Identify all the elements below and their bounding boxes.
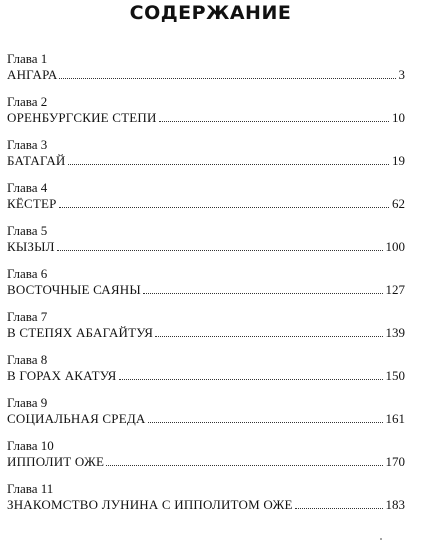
chapter-title: КЫЗЫЛ bbox=[7, 239, 55, 254]
dot-leader bbox=[159, 120, 389, 122]
toc-entry bbox=[7, 482, 405, 525]
chapter-label: Глава 1 bbox=[7, 51, 48, 66]
chapter-label: Глава 3 bbox=[7, 137, 48, 152]
toc-line bbox=[7, 497, 405, 512]
page-number: 100 bbox=[385, 239, 405, 254]
page-number: 10 bbox=[392, 110, 405, 125]
toc-line bbox=[7, 196, 405, 211]
toc-entry bbox=[7, 396, 405, 439]
toc-line bbox=[7, 411, 405, 426]
chapter-label: Глава 8 bbox=[7, 352, 48, 367]
toc-list bbox=[7, 52, 405, 525]
dot-leader bbox=[155, 335, 382, 337]
chapter-label: Глава 6 bbox=[7, 266, 48, 281]
dot-leader bbox=[143, 292, 383, 294]
toc-line bbox=[7, 67, 405, 82]
toc-entry bbox=[7, 181, 405, 224]
page-number: 62 bbox=[392, 196, 405, 211]
chapter-title: ИППОЛИТ ОЖЕ bbox=[7, 454, 105, 469]
toc-entry bbox=[7, 138, 405, 181]
dot-leader bbox=[57, 249, 383, 251]
toc-entry bbox=[7, 353, 405, 396]
chapter-title: ОРЕНБУРГСКИЕ СТЕПИ bbox=[7, 110, 157, 125]
toc-line bbox=[7, 368, 405, 383]
toc-line bbox=[7, 110, 405, 125]
toc-line bbox=[7, 282, 405, 297]
toc-entry bbox=[7, 310, 405, 353]
chapter-label: Глава 11 bbox=[7, 481, 54, 496]
chapter-title: В СТЕПЯХ АБАГАЙТУЯ bbox=[7, 325, 154, 340]
chapter-label: Глава 9 bbox=[7, 395, 48, 410]
chapter-title: ЗНАКОМСТВО ЛУНИНА С ИППОЛИТОМ ОЖЕ bbox=[7, 497, 293, 512]
chapter-label: Глава 7 bbox=[7, 309, 48, 324]
dot-leader bbox=[106, 464, 382, 466]
page-number: 19 bbox=[392, 153, 405, 168]
toc-line bbox=[7, 153, 405, 168]
page-title: СОДЕРЖАНИЕ bbox=[129, 2, 292, 24]
dot-leader bbox=[59, 77, 395, 79]
toc-entry bbox=[7, 95, 405, 138]
page-number: 127 bbox=[385, 282, 405, 297]
page-number: 150 bbox=[385, 368, 405, 383]
dot-leader bbox=[295, 507, 383, 509]
chapter-label: Глава 10 bbox=[7, 438, 54, 453]
page-number: 161 bbox=[385, 411, 405, 426]
chapter-title: АНГАРА bbox=[7, 67, 58, 82]
dot-leader bbox=[119, 378, 383, 380]
dot-leader bbox=[59, 206, 389, 208]
page-number: 3 bbox=[398, 67, 405, 82]
toc-entry bbox=[7, 224, 405, 267]
chapter-title: СОЦИАЛЬНАЯ СРЕДА bbox=[7, 411, 146, 426]
page-number: 183 bbox=[385, 497, 405, 512]
chapter-title: БАТАГАЙ bbox=[7, 153, 66, 168]
chapter-title: КЁСТЕР bbox=[7, 196, 57, 211]
scan-speck bbox=[380, 538, 382, 540]
toc-entry bbox=[7, 52, 405, 95]
chapter-label: Глава 4 bbox=[7, 180, 48, 195]
chapter-title: В ГОРАХ АКАТУЯ bbox=[7, 368, 117, 383]
toc-line bbox=[7, 454, 405, 469]
page-number: 170 bbox=[385, 454, 405, 469]
toc-entry bbox=[7, 439, 405, 482]
chapter-title: ВОСТОЧНЫЕ САЯНЫ bbox=[7, 282, 141, 297]
toc-entry bbox=[7, 267, 405, 310]
toc-line bbox=[7, 325, 405, 340]
toc-line bbox=[7, 239, 405, 254]
chapter-label: Глава 5 bbox=[7, 223, 48, 238]
chapter-label: Глава 2 bbox=[7, 94, 48, 109]
page-number: 139 bbox=[385, 325, 405, 340]
dot-leader bbox=[68, 163, 390, 165]
dot-leader bbox=[148, 421, 383, 423]
